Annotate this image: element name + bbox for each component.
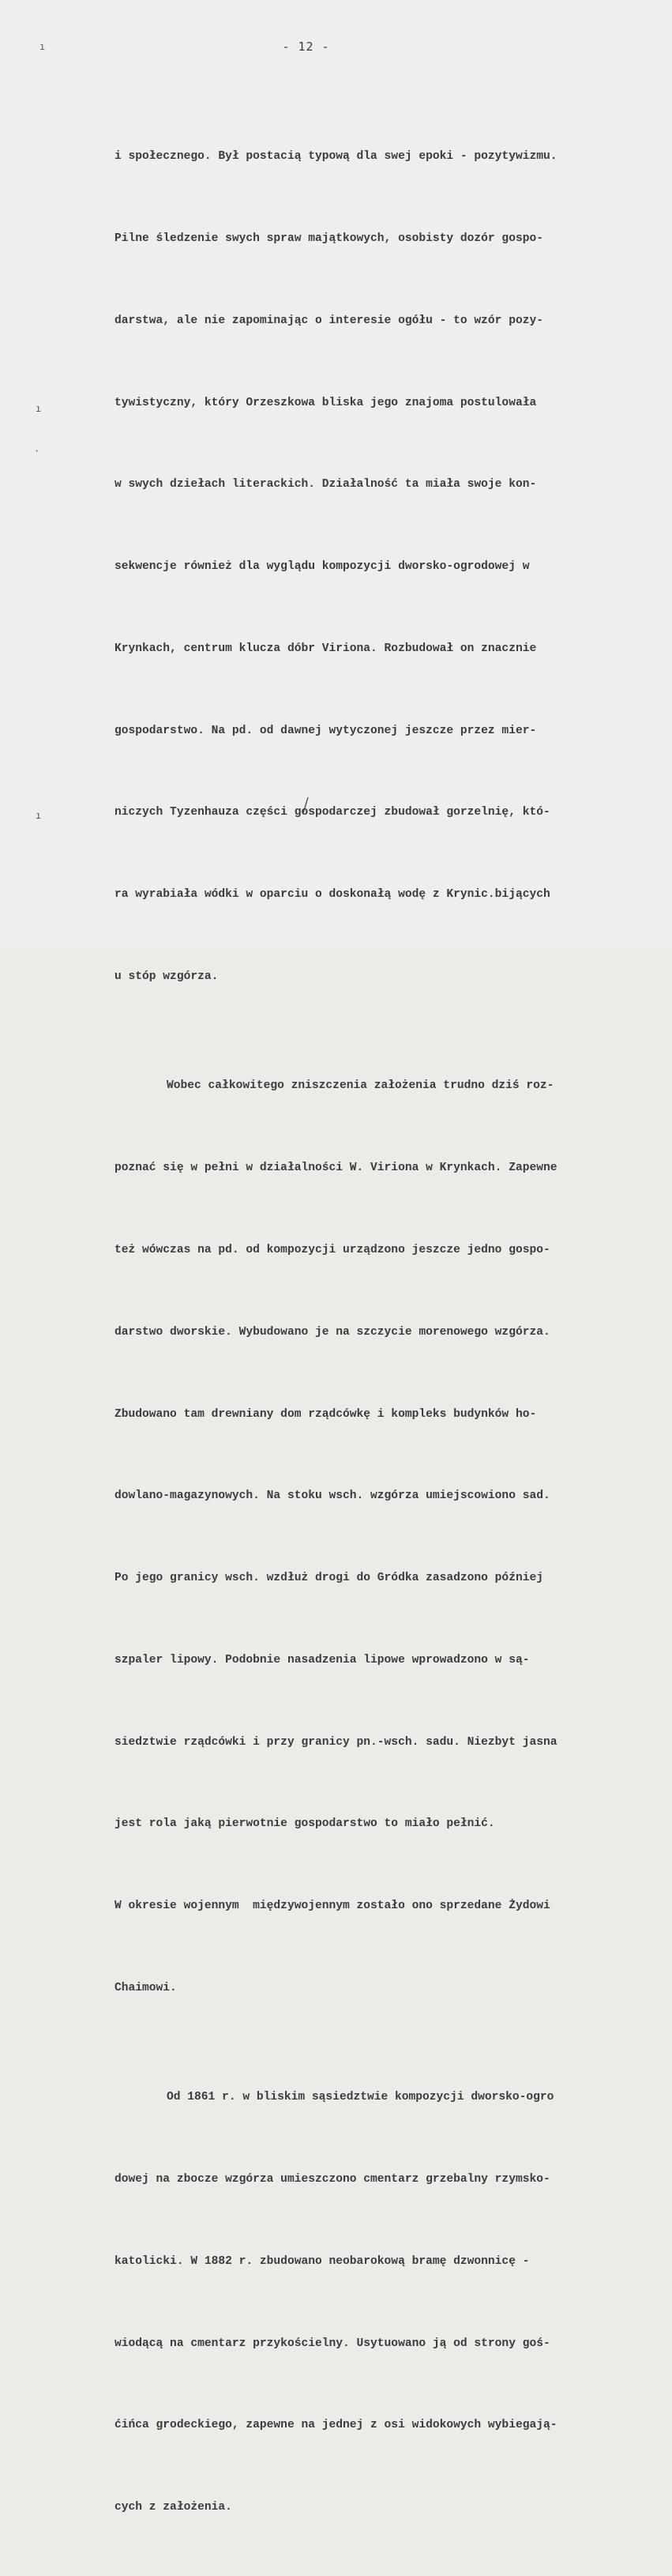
text-line: siedztwie rządcówki i przy granicy pn.-wsch. sadu. Niezbyt jasna: [115, 1735, 557, 1749]
text-line: też wówczas na pd. od kompozycji urządzono jeszcze jedno gospo-: [115, 1243, 550, 1256]
text-line: Chaimowi.: [115, 1981, 177, 1994]
text-line: sekwencje również dla wyglądu kompozycji dworsko-ogrodowej w: [115, 560, 530, 574]
text-line: Wobec całkowitego zniszczenia założenia trudno dziś roz-: [167, 1079, 554, 1093]
pencil-correction-mark: [302, 797, 310, 814]
text-line: katolicki. W 1882 r. zbudowano neobarokową bramę dzwonnicę -: [115, 2254, 530, 2268]
text-line: Pilne śledzenie swych spraw majątkowych, osobisty dozór gospo-: [115, 232, 543, 245]
text-line: darstwo dworskie. Wybudowano je na szczycie morenowego wzgórza.: [115, 1325, 550, 1339]
page-number: - 12 -: [282, 40, 330, 54]
text-line: Od 1861 r. w bliskim sąsiedztwie kompozycji dworsko-ogro: [167, 2091, 554, 2104]
margin-mark: ·: [34, 446, 40, 457]
text-line: jest rola jaką pierwotnie gospodarstwo to miało pełnić.: [115, 1817, 495, 1831]
text-line: dowlano-magazynowych. Na stoku wsch. wzgórza umiejscowiono sad.: [115, 1489, 550, 1503]
text-line: niczych Tyzenhauza części gospodarczej zbudował gorzelnię, któ-: [115, 806, 550, 819]
margin-mark: ı: [36, 403, 42, 414]
text-line: i społecznego. Był postacią typową dla swej epoki - pozytywizmu.: [115, 150, 557, 164]
text-line: Po jego granicy wsch. wzdłuż drogi do Gródka zasadzono później: [115, 1572, 543, 1585]
text-line: tywistyczny, który Orzeszkowa bliska jego znajoma postulowała: [115, 396, 537, 409]
text-line: W okresie wojennym międzywojennym zostało ono sprzedane Żydowi: [115, 1900, 550, 1913]
text-line: ra wyrabiała wódki w oparciu o doskonałą wodę z Krynic.bijących: [115, 888, 550, 902]
text-line: dowej na zbocze wzgórza umieszczono cmentarz grzebalny rzymsko-: [115, 2173, 550, 2186]
typed-text: [115, 89, 651, 2576]
text-line: ćińca grodeckiego, zapewne na jednej z osi widokowych wybiegają-: [115, 2419, 557, 2432]
text-line: wiodącą na cmentarz przykościelny. Usytuowano ją od strony goś-: [115, 2337, 550, 2350]
text-line: poznać się w pełni w działalności W. Viriona w Krynkach. Zapewne: [115, 1162, 557, 1175]
text-line: gospodarstwo. Na pd. od dawnej wytyczonej jeszcze przez mier-: [115, 724, 537, 737]
text-line: darstwa, ale nie zapominając o interesie ogółu - to wzór pozy-: [115, 314, 543, 327]
text-line: Zbudowano tam drewniany dom rządcówkę i kompleks budynków ho-: [115, 1407, 537, 1421]
margin-mark: ı: [36, 810, 42, 821]
text-line: Krynkach, centrum klucza dóbr Viriona. Rozbudował on znacznie: [115, 642, 537, 655]
text-line: szpaler lipowy. Podobnie nasadzenia lipowe wprowadzono w są-: [115, 1653, 530, 1666]
text-line: cych z założenia.: [115, 2501, 232, 2514]
text-line: w swych dziełach literackich. Działalność ta miała swoje kon-: [115, 478, 537, 491]
margin-mark: ı: [39, 41, 46, 52]
text-line: u stóp wzgórza.: [115, 970, 219, 983]
